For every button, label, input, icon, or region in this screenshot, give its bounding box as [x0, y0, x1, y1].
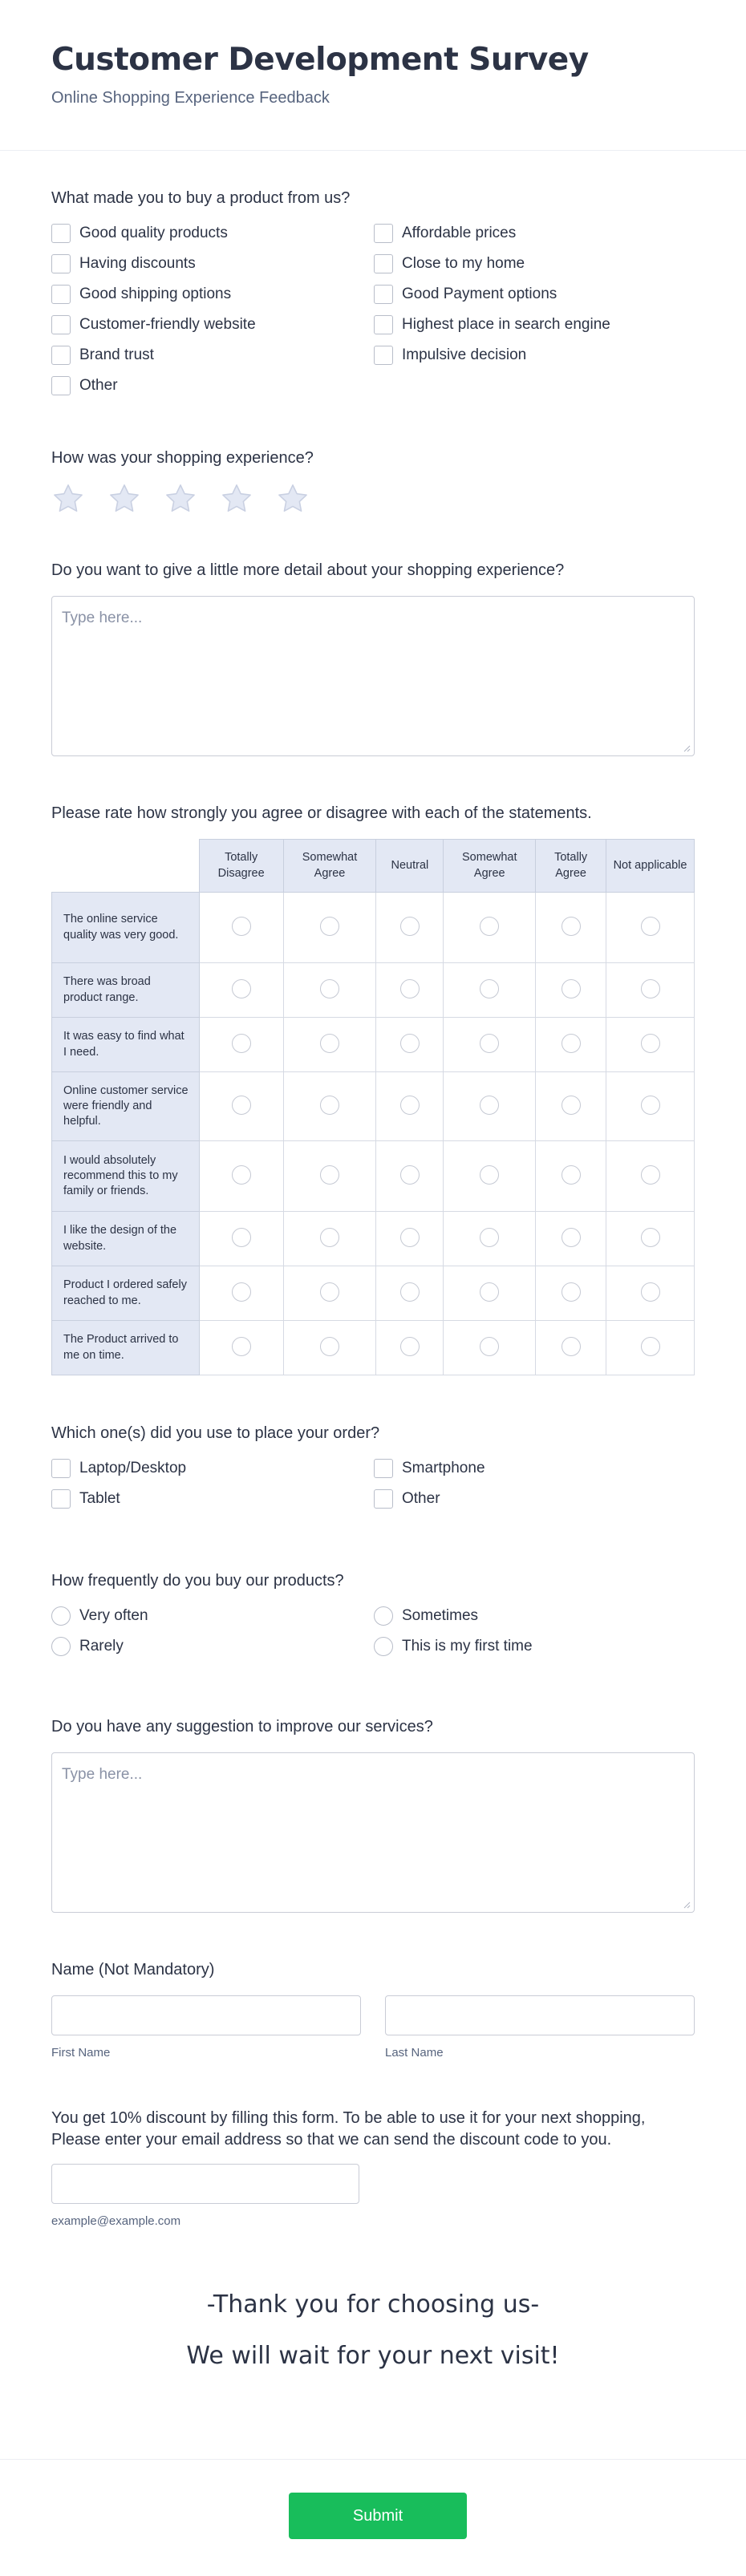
matrix-radio[interactable]	[232, 1337, 251, 1356]
matrix-radio[interactable]	[641, 917, 660, 936]
matrix-cell	[376, 893, 444, 963]
matrix-column-header: Totally Disagree	[199, 840, 283, 893]
matrix-radio[interactable]	[641, 1337, 660, 1356]
matrix-corner	[52, 840, 200, 893]
matrix-column-header: Somewhat Agree	[444, 840, 536, 893]
checkbox[interactable]	[51, 315, 71, 334]
option-label: Very often	[79, 1607, 148, 1624]
matrix-cell	[283, 1266, 376, 1321]
matrix-cell	[606, 1072, 695, 1141]
checkbox[interactable]	[374, 1459, 393, 1478]
matrix-cell	[606, 1018, 695, 1072]
matrix-radio[interactable]	[232, 1096, 251, 1115]
question-agreement-matrix	[51, 804, 695, 1375]
star-icon[interactable]	[220, 482, 253, 516]
matrix-cell	[536, 1321, 606, 1375]
matrix-cell	[283, 1018, 376, 1072]
matrix-radio[interactable]	[232, 1165, 251, 1185]
detail-textarea[interactable]	[51, 596, 695, 756]
matrix-cell	[199, 1141, 283, 1212]
matrix-row-label: There was broad product range.	[52, 963, 200, 1018]
matrix-column-header: Totally Agree	[536, 840, 606, 893]
matrix-radio[interactable]	[562, 1096, 581, 1115]
first-name-sublabel: First Name	[51, 2046, 111, 2060]
matrix-cell	[283, 893, 376, 963]
matrix-cell	[376, 963, 444, 1018]
page-title: Customer Development Survey	[51, 42, 589, 78]
matrix-cell	[199, 1212, 283, 1266]
question-order-device	[51, 1424, 695, 1509]
matrix-radio[interactable]	[641, 1282, 660, 1302]
checkbox-option[interactable]	[374, 346, 695, 365]
matrix-cell	[536, 1212, 606, 1266]
radio-button[interactable]	[374, 1606, 393, 1626]
matrix-radio[interactable]	[562, 979, 581, 998]
question-purchase-frequency	[51, 1572, 695, 1656]
question-label-line: Please enter your email address so that we can send the discount code to you.	[51, 2131, 612, 2149]
option-label: Good shipping options	[79, 286, 232, 302]
matrix-radio[interactable]	[232, 1282, 251, 1302]
page-subtitle: Online Shopping Experience Feedback	[51, 89, 330, 107]
matrix-radio[interactable]	[562, 1282, 581, 1302]
checkbox[interactable]	[374, 315, 393, 334]
matrix-row-label: The online service quality was very good.	[52, 893, 200, 963]
matrix-radio[interactable]	[480, 1282, 499, 1302]
matrix-cell	[376, 1018, 444, 1072]
agreement-matrix	[51, 839, 695, 1375]
matrix-radio[interactable]	[562, 1034, 581, 1053]
checkbox[interactable]	[51, 1489, 71, 1509]
question-label: What made you to buy a product from us?	[51, 189, 351, 207]
radio-button[interactable]	[51, 1637, 71, 1656]
matrix-radio[interactable]	[641, 1228, 660, 1247]
checkbox[interactable]	[374, 1489, 393, 1509]
form-header	[0, 0, 746, 151]
matrix-radio[interactable]	[400, 1228, 420, 1247]
star-icon[interactable]	[51, 482, 85, 516]
checkbox-option[interactable]	[51, 224, 374, 243]
checkbox[interactable]	[374, 224, 393, 243]
matrix-cell	[376, 1321, 444, 1375]
matrix-cell	[376, 1072, 444, 1141]
radio-option[interactable]	[51, 1637, 374, 1656]
option-label: Having discounts	[79, 255, 196, 272]
radio-option[interactable]	[374, 1606, 695, 1626]
option-label: Customer-friendly website	[79, 316, 256, 333]
option-label: Good Payment options	[402, 286, 557, 302]
matrix-radio[interactable]	[480, 1165, 499, 1185]
matrix-radio[interactable]	[400, 1096, 420, 1115]
matrix-cell	[199, 1072, 283, 1141]
option-label: Affordable prices	[402, 225, 517, 241]
matrix-row	[52, 1266, 695, 1321]
matrix-cell	[376, 1212, 444, 1266]
matrix-cell	[606, 963, 695, 1018]
matrix-radio[interactable]	[641, 1165, 660, 1185]
star-icon[interactable]	[107, 482, 141, 516]
question-experience-detail	[51, 561, 695, 756]
matrix-cell	[536, 1141, 606, 1212]
matrix-radio[interactable]	[400, 1337, 420, 1356]
question-suggestions	[51, 1718, 695, 1913]
matrix-cell	[283, 1141, 376, 1212]
checkbox-group	[51, 1459, 695, 1509]
matrix-cell	[536, 1266, 606, 1321]
checkbox-option[interactable]	[374, 1459, 695, 1478]
radio-group	[51, 1606, 695, 1656]
option-label: Laptop/Desktop	[79, 1460, 187, 1476]
star-icon[interactable]	[164, 482, 197, 516]
matrix-radio[interactable]	[641, 1034, 660, 1053]
checkbox[interactable]	[374, 254, 393, 273]
matrix-radio[interactable]	[641, 1096, 660, 1115]
checkbox[interactable]	[374, 346, 393, 365]
matrix-row-label: The Product arrived to me on time.	[52, 1321, 200, 1375]
matrix-radio[interactable]	[400, 917, 420, 936]
matrix-cell	[283, 963, 376, 1018]
matrix-cell	[199, 1321, 283, 1375]
checkbox[interactable]	[51, 1459, 71, 1478]
matrix-cell	[199, 1266, 283, 1321]
option-label: Close to my home	[402, 255, 525, 272]
option-label: Other	[79, 377, 118, 394]
option-label: Smartphone	[402, 1460, 485, 1476]
checkbox[interactable]	[51, 346, 71, 365]
matrix-row	[52, 893, 695, 963]
option-label: Good quality products	[79, 225, 228, 241]
matrix-radio[interactable]	[400, 979, 420, 998]
question-label: Please rate how strongly you agree or disagree with each of the statements.	[51, 804, 592, 822]
matrix-radio[interactable]	[562, 917, 581, 936]
matrix-cell	[283, 1321, 376, 1375]
matrix-radio[interactable]	[480, 1034, 499, 1053]
matrix-radio[interactable]	[480, 917, 499, 936]
matrix-radio[interactable]	[562, 1165, 581, 1185]
matrix-radio[interactable]	[232, 979, 251, 998]
matrix-cell	[606, 893, 695, 963]
matrix-cell	[536, 1018, 606, 1072]
matrix-radio[interactable]	[400, 1165, 420, 1185]
matrix-row	[52, 1072, 695, 1141]
matrix-cell	[444, 1212, 536, 1266]
matrix-cell	[536, 893, 606, 963]
radio-button[interactable]	[374, 1637, 393, 1656]
matrix-row-label: I would absolutely recommend this to my family or friends.	[52, 1141, 200, 1212]
textarea-placeholder: Type here...	[62, 1766, 143, 1783]
matrix-radio[interactable]	[320, 1034, 339, 1053]
matrix-cell	[444, 893, 536, 963]
matrix-cell	[199, 893, 283, 963]
thank-you-text: -Thank you for choosing us-	[206, 2290, 540, 2319]
question-label: Which one(s) did you use to place your order?	[51, 1424, 380, 1442]
matrix-radio[interactable]	[232, 1034, 251, 1053]
question-label: Do you have any suggestion to improve our services?	[51, 1718, 433, 1736]
matrix-radio[interactable]	[562, 1228, 581, 1247]
email-input[interactable]	[51, 2164, 359, 2204]
option-label: Impulsive decision	[402, 346, 527, 363]
last-name-input[interactable]	[385, 1995, 695, 2035]
checkbox-group	[51, 224, 695, 395]
matrix-row-label: I like the design of the website.	[52, 1212, 200, 1266]
star-icon[interactable]	[276, 482, 310, 516]
option-label: Tablet	[79, 1490, 120, 1507]
question-shopping-rating	[51, 449, 695, 516]
radio-option[interactable]	[51, 1606, 374, 1626]
matrix-cell	[376, 1266, 444, 1321]
matrix-row	[52, 1141, 695, 1212]
radio-button[interactable]	[51, 1606, 71, 1626]
checkbox-option[interactable]	[51, 1489, 374, 1509]
submit-button[interactable]: Submit	[289, 2493, 467, 2539]
matrix-cell	[536, 963, 606, 1018]
matrix-radio[interactable]	[480, 979, 499, 998]
first-name-input[interactable]	[51, 1995, 361, 2035]
matrix-cell	[444, 1141, 536, 1212]
matrix-radio[interactable]	[320, 917, 339, 936]
matrix-radio[interactable]	[320, 1096, 339, 1115]
matrix-cell	[199, 963, 283, 1018]
matrix-column-header: Somewhat Agree	[283, 840, 376, 893]
matrix-cell	[606, 1141, 695, 1212]
matrix-radio[interactable]	[562, 1337, 581, 1356]
matrix-row	[52, 963, 695, 1018]
matrix-cell	[606, 1266, 695, 1321]
question-name	[51, 1961, 695, 2060]
matrix-radio[interactable]	[320, 1165, 339, 1185]
question-email	[51, 2108, 695, 2228]
checkbox[interactable]	[51, 254, 71, 273]
checkbox-option[interactable]	[374, 1489, 695, 1509]
textarea-placeholder: Type here...	[62, 610, 143, 626]
suggestion-textarea[interactable]	[51, 1752, 695, 1913]
resize-grip-icon[interactable]	[683, 744, 691, 752]
star-rating	[51, 482, 695, 516]
matrix-radio[interactable]	[320, 1228, 339, 1247]
matrix-row-label: Online customer service were friendly and helpful.	[52, 1072, 200, 1141]
matrix-radio[interactable]	[320, 979, 339, 998]
next-visit-text: We will wait for your next visit!	[186, 2342, 560, 2370]
matrix-header-row	[52, 840, 695, 893]
matrix-row	[52, 1321, 695, 1375]
question-purchase-reasons	[51, 189, 695, 395]
matrix-row	[52, 1212, 695, 1266]
matrix-radio[interactable]	[320, 1337, 339, 1356]
matrix-row-label: Product I ordered safely reached to me.	[52, 1266, 200, 1321]
matrix-radio[interactable]	[480, 1337, 499, 1356]
matrix-cell	[606, 1321, 695, 1375]
matrix-cell	[283, 1072, 376, 1141]
checkbox-option[interactable]	[51, 376, 374, 395]
form-footer	[0, 2459, 746, 2576]
matrix-radio[interactable]	[232, 917, 251, 936]
option-label: Highest place in search engine	[402, 316, 610, 333]
last-name-sublabel: Last Name	[385, 2046, 444, 2060]
matrix-row	[52, 1018, 695, 1072]
matrix-column-header: Neutral	[376, 840, 444, 893]
matrix-cell	[444, 963, 536, 1018]
question-label: How frequently do you buy our products?	[51, 1572, 344, 1590]
checkbox[interactable]	[374, 285, 393, 304]
checkbox-option[interactable]	[51, 1459, 374, 1478]
last-name-group	[385, 1995, 695, 2060]
matrix-cell	[283, 1212, 376, 1266]
checkbox[interactable]	[51, 285, 71, 304]
checkbox-option[interactable]	[374, 285, 695, 304]
matrix-radio[interactable]	[641, 979, 660, 998]
matrix-cell	[444, 1266, 536, 1321]
matrix-cell	[444, 1072, 536, 1141]
checkbox-option[interactable]	[374, 254, 695, 273]
matrix-cell	[444, 1018, 536, 1072]
matrix-radio[interactable]	[400, 1282, 420, 1302]
matrix-column-header: Not applicable	[606, 840, 695, 893]
radio-option[interactable]	[374, 1637, 695, 1656]
question-label-line: You get 10% discount by filling this form. To be able to use it for your next shopping,	[51, 2109, 646, 2127]
first-name-group	[51, 1995, 361, 2060]
email-sublabel: example@example.com	[51, 2214, 181, 2228]
matrix-radio[interactable]	[480, 1228, 499, 1247]
resize-grip-icon[interactable]	[683, 1901, 691, 1909]
option-label: Brand trust	[79, 346, 154, 363]
checkbox[interactable]	[51, 376, 71, 395]
name-fields	[51, 1995, 695, 2060]
matrix-cell	[199, 1018, 283, 1072]
question-label: How was your shopping experience?	[51, 449, 314, 467]
option-label: Sometimes	[402, 1607, 479, 1624]
matrix-cell	[536, 1072, 606, 1141]
checkbox-option[interactable]	[51, 346, 374, 365]
matrix-radio[interactable]	[232, 1228, 251, 1247]
checkbox-option[interactable]	[51, 285, 374, 304]
matrix-cell	[376, 1141, 444, 1212]
matrix-cell	[444, 1321, 536, 1375]
checkbox-option[interactable]	[374, 315, 695, 334]
question-label	[51, 2108, 695, 2151]
checkbox-option[interactable]	[374, 224, 695, 243]
option-label: Other	[402, 1490, 440, 1507]
option-label: Rarely	[79, 1638, 124, 1655]
matrix-cell	[606, 1212, 695, 1266]
checkbox-option[interactable]	[51, 254, 374, 273]
matrix-radio[interactable]	[400, 1034, 420, 1053]
matrix-radio[interactable]	[320, 1282, 339, 1302]
matrix-row-label: It was easy to find what I need.	[52, 1018, 200, 1072]
question-label: Name (Not Mandatory)	[51, 1961, 215, 1979]
checkbox[interactable]	[51, 224, 71, 243]
checkbox-option[interactable]	[51, 315, 374, 334]
matrix-radio[interactable]	[480, 1096, 499, 1115]
option-label: This is my first time	[402, 1638, 533, 1655]
question-label: Do you want to give a little more detail about your shopping experience?	[51, 561, 565, 579]
